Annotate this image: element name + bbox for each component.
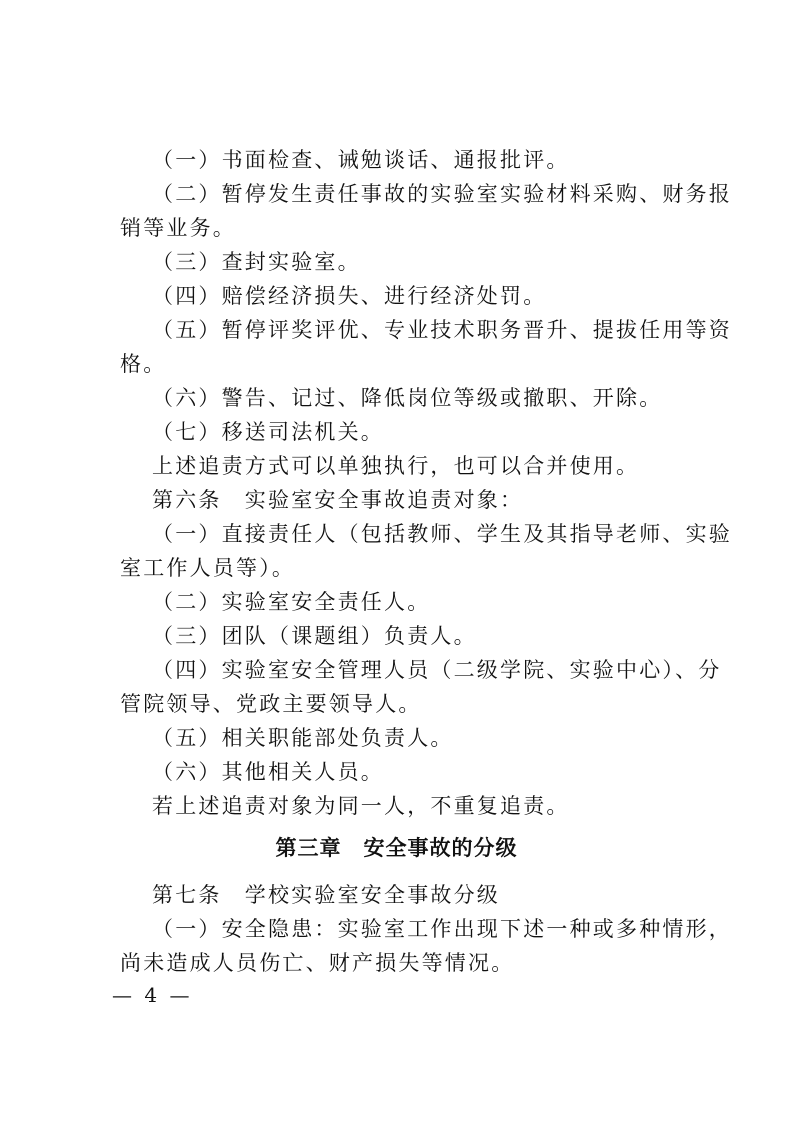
list-item-continuation: 销等业务。 (120, 216, 236, 240)
list-item: （六）警告、记过、降低岗位等级或撤职、开除。 (152, 386, 663, 410)
list-item: （五）相关职能部处负责人。 (152, 726, 454, 750)
list-item: （三）团队（课题组）负责人。 (152, 624, 477, 648)
list-item: （二）实验室安全责任人。 (152, 590, 431, 614)
list-item: （二）暂停发生责任事故的实验室实验材料采购、财务报 (152, 182, 732, 206)
list-item: （六）其他相关人员。 (152, 760, 384, 784)
list-item: （一）安全隐患：实验室工作出现下述一种或多种情形， (152, 917, 732, 941)
list-item-continuation: 室工作人员等）。 (120, 556, 296, 580)
list-item: （三）查封实验室。 (152, 250, 361, 274)
list-item: （一）直接责任人（包括教师、学生及其指导老师、实验 (152, 522, 732, 546)
list-item-continuation: 尚未造成人员伤亡、财产损失等情况。 (120, 951, 515, 975)
list-item: （四）实验室安全管理人员（二级学院、实验中心）、分 (152, 658, 722, 682)
list-item-continuation: 管院领导、党政主要领导人。 (120, 692, 422, 716)
paragraph: 上述追责方式可以单独执行，也可以合并使用。 (152, 454, 640, 478)
chapter-heading: 第三章 安全事故的分级 (275, 836, 518, 860)
article-title: 第六条 实验室安全事故追责对象： (152, 488, 524, 512)
list-item-continuation: 格。 (120, 352, 167, 376)
page-number: — 4 — (112, 983, 193, 1007)
list-item: （五）暂停评奖评优、专业技术职务晋升、提拔任用等资 (152, 318, 732, 342)
paragraph: 若上述追责对象为同一人，不重复追责。 (152, 794, 570, 818)
article-title: 第七条 学校实验室安全事故分级 (152, 883, 500, 907)
list-item: （一）书面检查、诫勉谈话、通报批评。 (152, 148, 570, 172)
list-item: （四）赔偿经济损失、进行经济处罚。 (152, 284, 547, 308)
list-item: （七）移送司法机关。 (152, 420, 384, 444)
